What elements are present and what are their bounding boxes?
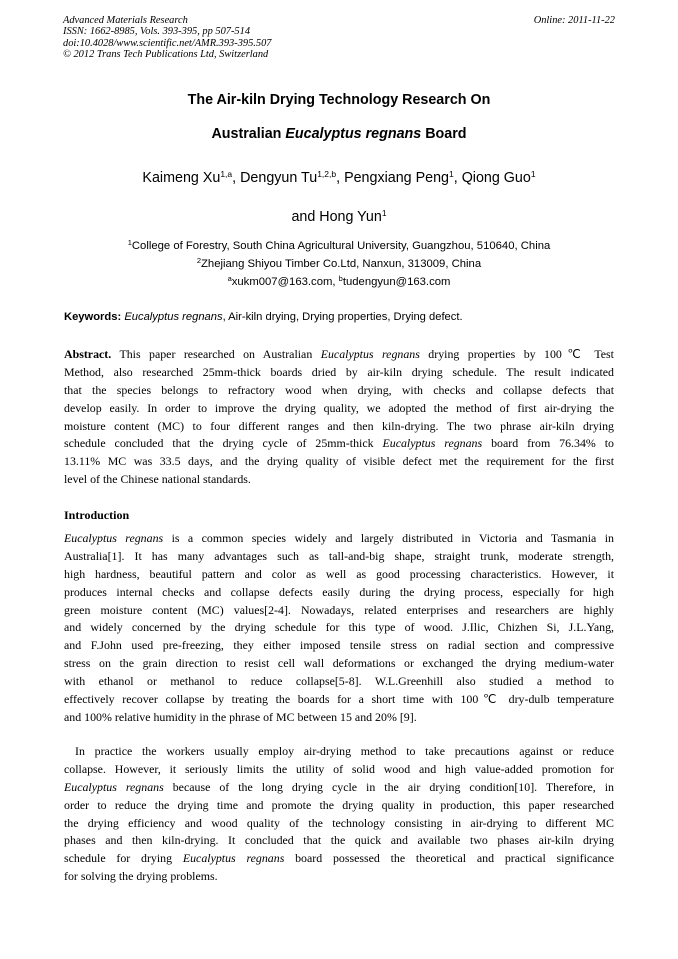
introduction-paragraph-1 — [64, 530, 614, 727]
species-name: Eucalyptus regnans — [64, 779, 164, 794]
title-text: Australian — [211, 126, 286, 142]
text-line — [64, 400, 614, 418]
species-name: Eucalyptus regnans — [382, 436, 483, 451]
species-name: Eucalyptus regnans — [182, 851, 285, 866]
text-run: and widely concerned by the drying schedule for this type of wood. J.Ilic, Chizhen Si, J.L.Yang, — [64, 620, 614, 635]
text-run: stress on the grain direction to resist cell wall deformations or exchanged the drying medium-water — [64, 656, 614, 671]
text-line — [64, 691, 614, 709]
text-run: with ethanol or methanol to reduce collapse[5-8]. W.L.Greenhill also studied a method to — [64, 674, 614, 689]
text-line — [64, 743, 614, 761]
keywords-rest: , Air-kiln drying, Drying properties, Drying defect. — [222, 311, 463, 323]
author-name: Hong Yun — [319, 209, 382, 225]
aff-sup: 2 — [196, 256, 202, 265]
text-line — [64, 815, 614, 833]
introduction-paragraph-2 — [64, 743, 614, 886]
text-line — [64, 637, 614, 655]
text-run: board possessed the theoretical and practical significance — [284, 851, 614, 866]
text-line — [64, 453, 614, 471]
email-link[interactable]: tudengyun@163.com — [342, 276, 451, 288]
abstract-label: Abstract. — [64, 347, 112, 361]
author-name: Kaimeng Xu — [142, 170, 221, 186]
text-run: is a common species widely and largely distributed in Victoria and Tasmania in — [163, 531, 614, 545]
affiliation-2 — [0, 257, 678, 271]
text-run: effectively recover collapse by treating the boards for a short time with 100℃ dry-dulb temperature — [64, 692, 614, 707]
text-line — [64, 530, 614, 548]
text-run: because of the long drying cycle in the air drying condition[10]. Therefore, in — [163, 779, 614, 794]
species-name: Eucalyptus regnans — [64, 531, 164, 545]
author-sep: , — [453, 170, 462, 186]
aff-text: College of Forestry, South China Agricultural University, Guangzhou, 510640, China — [131, 240, 551, 252]
email-sup: a — [227, 274, 232, 283]
author-sep: , — [232, 170, 241, 186]
author-sup: 1,a — [220, 168, 233, 179]
aff-text: Zhejiang Shiyou Timber Co.Ltd, Nanxun, 313009, China — [201, 258, 482, 270]
author-sup: 1 — [381, 207, 387, 218]
text-run: for solving the drying problems. — [64, 869, 218, 884]
text-line — [64, 584, 614, 602]
text-line — [64, 797, 614, 815]
text-line — [64, 382, 614, 400]
paper-title-line-1: The Air-kiln Drying Technology Research On — [187, 92, 491, 108]
text-line — [64, 346, 614, 364]
title-text: Board — [421, 126, 467, 142]
text-run: the drying efficiency and wood quality of the technology consisting in air-drying to different MC — [64, 815, 614, 830]
text-run: 13.11% MC was 33.5 days, and the drying quality of visible defect met the requirement for the first — [64, 454, 614, 469]
text-run: collapse. However, it seriously limits the utility of solid wood and high value-added promotion for — [64, 761, 614, 776]
text-line — [64, 435, 614, 453]
text-line — [64, 471, 614, 489]
text-line — [64, 709, 614, 727]
email-sup: b — [338, 274, 343, 283]
text-run: Australia[1]. It has many advantages such as tall-and-big shape, straight trunk, moderate strength, — [64, 548, 614, 563]
text-line — [64, 868, 614, 886]
author-sup: 1,2,b — [317, 168, 337, 179]
species-name: Eucalyptus regnans — [320, 347, 420, 361]
author-name: Dengyun Tu — [240, 170, 318, 186]
section-heading-introduction: Introduction — [64, 508, 130, 522]
author-name: Qiong Guo — [461, 170, 531, 186]
journal-meta — [63, 15, 271, 60]
text-run: schedule concluded that the drying cycle of 25mm-thick — [64, 436, 383, 451]
email-link[interactable]: xukm007@163.com, — [231, 276, 339, 288]
text-run: Method, also researched 25mm-thick boards dried by air-kiln drying schedule. The result indicated — [64, 364, 614, 379]
author-list — [0, 170, 678, 187]
text-run: and 100% relative humidity in the phrase of MC between 15 and 20% [9]. — [64, 709, 417, 724]
keywords — [64, 310, 615, 324]
keywords-label: Keywords: — [64, 311, 125, 323]
text-line — [64, 566, 614, 584]
text-run: level of the Chinese national standards. — [64, 472, 251, 487]
author-and: and — [291, 209, 320, 225]
text-line — [64, 602, 614, 620]
aff-sup: 1 — [127, 238, 132, 247]
affiliation-1 — [0, 239, 678, 253]
text-run: phases and then kiln-drying. It concluded that the quick and available two phases air-kiln drying — [64, 833, 614, 848]
journal-doi: doi:10.4028/www.scientific.net/AMR.393-395.507 — [63, 37, 272, 49]
author-sup: 1 — [449, 168, 454, 179]
text-run: schedule for drying — [64, 851, 183, 866]
text-run: and F.John used pre-freezing, they either imposed tensile stress on radial section and compressive — [64, 638, 614, 653]
text-run: high hardness, beautiful pattern and color as well as good processing characteristics. However, it — [64, 566, 614, 581]
author-sep: , — [336, 170, 345, 186]
text-run: drying properties by 100℃ Test — [419, 347, 614, 361]
journal-name: Advanced Materials Research — [63, 15, 188, 26]
keyword-species: Eucalyptus regnans — [124, 311, 223, 323]
text-line — [64, 655, 614, 673]
text-run: produces internal checks and collapse defects easily during the drying process, especially for high — [64, 584, 614, 599]
author-list-cont — [0, 209, 678, 226]
text-run: develop easily. In order to improve the drying quality, we adopted the method of first air-drying the — [64, 400, 614, 415]
text-run: order to reduce the drying time and promote the drying quality in production, this paper researched — [64, 797, 614, 812]
author-emails — [0, 275, 678, 289]
text-line — [64, 673, 614, 691]
abstract — [64, 346, 614, 489]
text-line — [64, 850, 614, 868]
text-run: This paper researched on Australian — [111, 347, 321, 361]
paper-title-line-2 — [0, 126, 678, 143]
text-line — [64, 364, 614, 382]
text-line — [64, 779, 614, 797]
text-line — [64, 418, 614, 436]
journal-copyright: © 2012 Trans Tech Publications Ltd, Switzerland — [63, 48, 269, 60]
journal-issn: ISSN: 1662-8985, Vols. 393-395, pp 507-514 — [63, 26, 251, 38]
text-run: that the species belongs to refractory wood when drying, with checks and collapse defects that — [64, 382, 614, 397]
text-line — [64, 832, 614, 850]
text-line — [64, 619, 614, 637]
text-run: In practice the workers usually employ air-drying method to take precautions against or reduce — [75, 744, 614, 758]
author-sup: 1 — [530, 168, 536, 179]
text-run: green moisture content (MC) values[2-4]. Nowadays, related enterprises and researchers are highly — [64, 602, 614, 617]
text-line — [64, 548, 614, 566]
text-run: board from 76.34% to — [482, 436, 614, 451]
author-name: Pengxiang Peng — [344, 170, 449, 186]
text-line — [64, 761, 614, 779]
online-date: Online: 2011-11-22 — [533, 15, 615, 26]
text-run: moisture content (MC) to four different ranges and then kiln-drying. The two phrase air-kiln drying — [64, 418, 614, 433]
title-species: Eucalyptus regnans — [285, 126, 422, 142]
